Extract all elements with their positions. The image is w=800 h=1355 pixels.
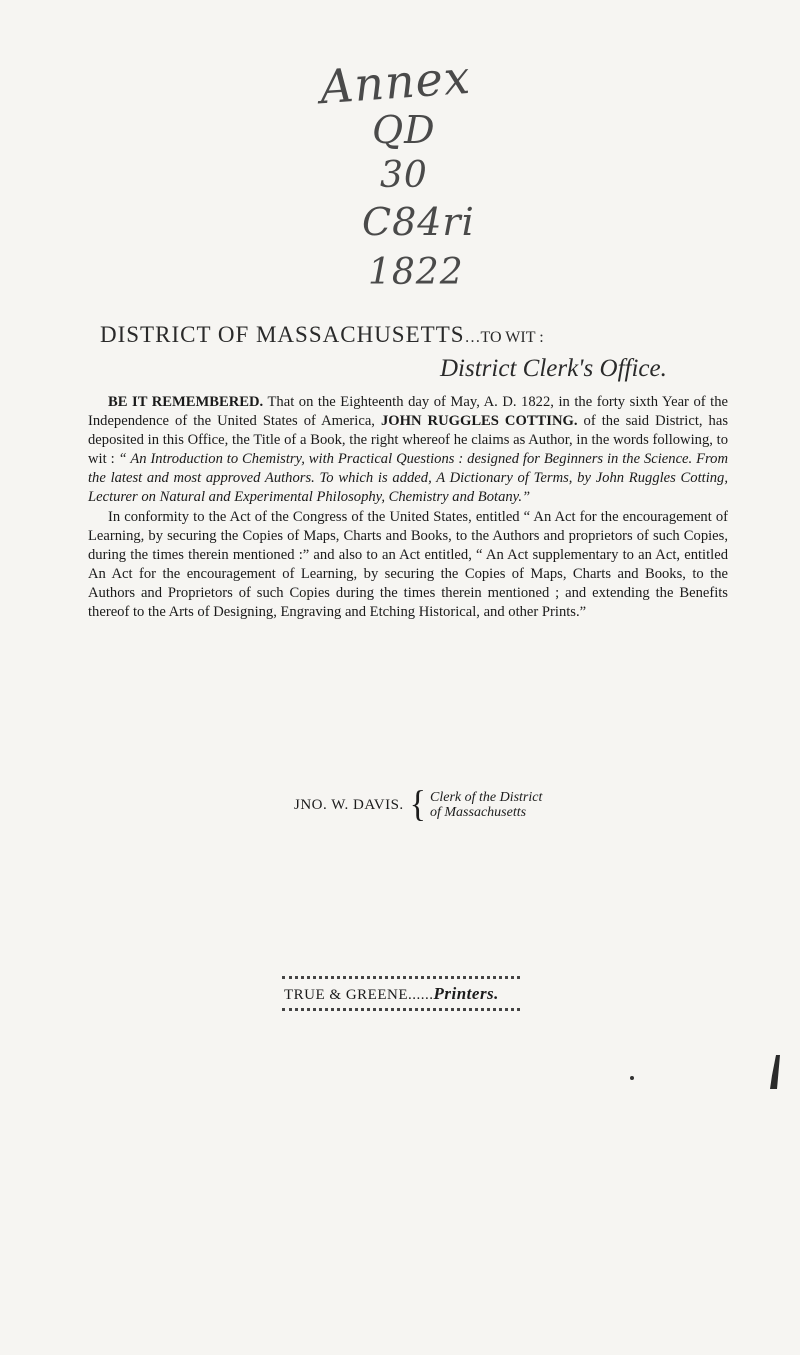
handwritten-annex: Annex <box>318 49 473 115</box>
act-paragraph: In conformity to the Act of the Congress of the United States, entitled “ An Act for the encouragement of Learning, by securing the Copies of Maps, Charts and Books, to the Authors and proprietors of such Copies, during the times therein mentioned :” and also to an Act entitled, “ An Act supplementary to an Act, entitled An Act for the encouragement of Learning, by securing the Copies of Maps, Charts and Books, to the Authors and Proprietors of such Copies during the times therein mentioned ; and extending the Benefits thereof to the Arts of Designing, Engraving and Etching Historical, and other Prints.” <box>88 508 728 621</box>
dotted-rule-bottom <box>282 1008 520 1011</box>
clerk-title-line1: Clerk of the District <box>430 790 543 805</box>
deposit-date-text: That on the Eighteenth day of May, A. D. 1822, in the forty sixth Year of the Independence of the United States of America, <box>88 394 728 430</box>
handwritten-call-number: 30 <box>380 155 428 196</box>
opening-phrase: BE IT REMEMBERED. <box>108 394 264 410</box>
ink-mark <box>770 1055 780 1089</box>
author-name: JOHN RUGGLES COTTING. <box>380 413 578 430</box>
book-title: “ An Introduction to Chemistry, with Practical Questions : designed for Beginners in the Science. From the latest and most approved Authors. To which is added, A Dictionary of Terms, by John Ruggles Cotting, Lecturer on Natural and Experimental Philosophy, Chemistry and Botany.” <box>88 451 728 506</box>
copyright-statement <box>88 393 728 622</box>
clerk-name: JNO. W. DAVIS. <box>294 796 404 813</box>
printers-line <box>284 984 499 1004</box>
district-header <box>100 322 740 348</box>
to-wit: …TO WIT : <box>464 329 544 346</box>
handwritten-cutter-number: C84ri <box>362 200 475 244</box>
brace-symbol: { <box>409 784 426 825</box>
handwritten-year: 1822 <box>368 252 464 293</box>
deposit-rest-text: of the said District, has deposited in this Office, the Title of a Book, the right whereof he claims as Author, in the words following, to wit : <box>88 413 728 468</box>
signature-block <box>294 784 543 825</box>
dotted-rule-top <box>282 976 520 979</box>
printers-label: Printers. <box>433 984 499 1003</box>
printer-names: TRUE & GREENE...... <box>284 987 434 1003</box>
ink-speck <box>630 1076 634 1080</box>
clerk-title-line2: of Massachusetts <box>430 805 527 820</box>
deposit-paragraph <box>88 393 728 508</box>
handwritten-call-class: QD <box>372 108 436 152</box>
clerk-title <box>430 790 542 820</box>
district-name: DISTRICT OF MASSACHUSETTS <box>100 322 465 347</box>
office-title: District Clerk's Office. <box>440 355 667 382</box>
